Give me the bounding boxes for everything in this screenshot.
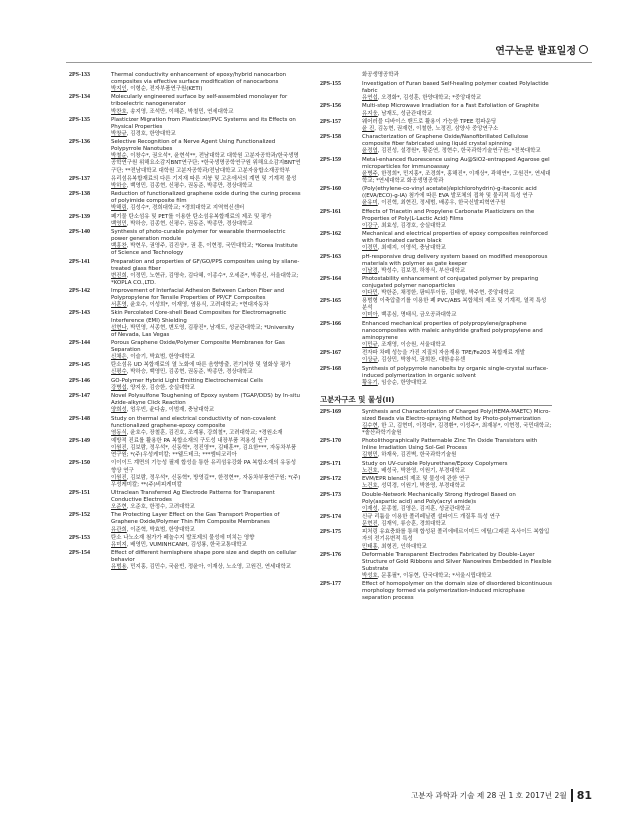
entry-title: 용범형 이축압출기를 이용한 폐 PVC/ABS 복합체의 제조 및 기계적, 열적 특성 분석 xyxy=(362,298,547,312)
left-column xyxy=(69,72,301,573)
footer-divider xyxy=(571,789,573,802)
program-entry xyxy=(320,476,552,490)
entry-title: Molecularly engineered surface by self-assembled monolayer for triboelectric nanogenerator xyxy=(111,94,288,108)
entry-title: Metal-enhanced fluorescence using Au@SiO2-entrapped Agarose gel microparticles for immunoassay xyxy=(362,156,550,170)
coauthors-affiliation: , 민지홍, 김민수, 국윤빈, 정윤아, 이재상, 노소영, 고원건, 연세대학교 xyxy=(126,564,291,571)
right-column xyxy=(320,72,552,604)
coauthors-affiliation: , 박민영, 서종현, 변도영, 김광진*, 남재도, 성균관대학교; *University of Nevada, Las Vegas xyxy=(111,324,295,338)
coauthors-affiliation: , 오준호, 한정수, 고려대학교 xyxy=(126,504,195,511)
entry-code: 2PS-150 xyxy=(69,460,90,467)
entry-title: Effect of homopolymer on the domain size of disordered bicontinuous morphology formed via polymerization-induced microphase separation process xyxy=(362,581,552,602)
program-entry xyxy=(69,176,301,190)
program-entry xyxy=(69,259,301,287)
entry-code: 2PS-169 xyxy=(320,408,341,415)
program-entry xyxy=(320,492,552,513)
entry-authors xyxy=(111,205,301,212)
entry-authors xyxy=(362,380,552,387)
entry-code: 2PS-133 xyxy=(69,72,90,78)
entry-code: 2PS-143 xyxy=(69,310,90,317)
entry-authors xyxy=(111,183,301,190)
presenter-name: 서훈영 xyxy=(111,302,127,309)
coauthors-affiliation: , 박현우, 권영주, 김진상*, 권 훈, 이현정, 국민대학교; *Korea Institute of Science and Technology xyxy=(111,243,298,257)
entry-title: 신규 리튬을 이용한 폴리페닐렌 설파이드 개질후 특성 연구 xyxy=(362,514,501,521)
coauthors-affiliation: , 양지웅, 김승한, 숭실대학교 xyxy=(126,384,195,391)
coauthors-affiliation: , 최예지, 이영석, 충남대학교 xyxy=(377,245,446,252)
entry-code: 2PS-163 xyxy=(320,253,341,260)
coauthors-affiliation: , 김경호, 한양대학교 xyxy=(126,130,176,137)
coauthors-affiliation: , 하재욱, 김진벽, 한국과학기술원 xyxy=(377,452,457,459)
entry-title: Double-Network Mechanically Strong Hydrogel Based on Poly(aspartic acid) and Poly(acryl amide)s xyxy=(362,491,516,505)
program-entry xyxy=(69,438,301,459)
entry-authors xyxy=(111,243,301,257)
presenter-name: 김수현 xyxy=(362,422,378,429)
presenter-name: 노건호 xyxy=(362,467,378,474)
presenter-name: 양희성 xyxy=(111,407,127,414)
presenter-name: 윤병주 xyxy=(362,170,378,177)
entry-title: 폐기물 탄소섬유 및 PET를 이용한 탄소섬유복합재료의 제조 및 평가 xyxy=(111,213,272,220)
program-entry xyxy=(320,350,552,364)
program-entry xyxy=(320,81,552,102)
presenter-name: 이재성 xyxy=(362,505,378,512)
coauthors-affiliation: , 김농현, 권재련, 이철한, 노정진, 삼양사 중앙연구소 xyxy=(374,125,499,132)
entry-title: Mechanical and electrical properties of epoxy composites reinforced with fluorinated carbon black xyxy=(362,231,548,245)
program-entry xyxy=(69,229,301,257)
entry-code: 2PS-134 xyxy=(69,94,90,101)
entry-code: 2PS-173 xyxy=(320,491,341,498)
entry-title: Study on UV-curable Polyurethane/Epoxy Copolymers xyxy=(362,460,508,467)
entry-authors xyxy=(111,273,301,287)
presenter-name: 박하승 xyxy=(111,182,127,189)
program-entry xyxy=(320,514,552,528)
entry-title: Porous Graphene Oxide/Polymer Composite Membranes for Gas Separation xyxy=(111,339,285,353)
entry-authors xyxy=(362,223,552,230)
entry-title: Preparation and properties of GF/GO/PPS composites using by silane-treated glass fiber xyxy=(111,258,300,272)
program-entry xyxy=(69,490,301,511)
presenter-name: 오준현 xyxy=(111,504,127,511)
entry-authors xyxy=(362,95,552,102)
presenter-name: 변진희 xyxy=(111,272,127,279)
entry-code: 2PS-146 xyxy=(69,377,90,384)
program-entry xyxy=(320,581,552,602)
entry-authors xyxy=(111,407,301,414)
entry-title: pH-responsive drug delivery system based on modified mesoporous materials with polymer as gate keeper xyxy=(362,253,548,267)
coauthors-affiliation: , 문종철, 김영은, 김지훈, 성균관대학교 xyxy=(377,505,471,512)
coauthors-affiliation: , 김보람, 정우석*, 신동혁*, 방영길**, 한정현**, 자동차부품연구원; *(주)우성케미칼; **(주)비피케미칼 xyxy=(111,474,301,488)
header-title xyxy=(495,42,588,57)
presenter-name: 윤정엽 xyxy=(362,148,378,155)
entry-title: Synthesis of polypyrrole nanobelts by organic single-crystal surface-induced polymerization in organic solvent xyxy=(362,365,549,379)
program-entry xyxy=(320,298,552,319)
coauthors-affiliation: , 배영민, VUMINHCANH, 김성룡, 한국교통대학교 xyxy=(126,541,247,548)
presenter-name: 이민규 xyxy=(362,341,378,348)
entry-code: 2PS-167 xyxy=(320,350,341,357)
entry-code: 2PS-171 xyxy=(320,460,341,467)
entry-title: Photolithographically Patternable Zinc Tin Oxide Transistors with Inline Irradiation Using Sol-Gel Process xyxy=(362,438,538,452)
entry-authors xyxy=(362,357,552,364)
program-entry xyxy=(69,310,301,338)
entry-authors xyxy=(362,573,552,580)
circle-icon xyxy=(579,45,588,54)
coauthors-affiliation: , 최효성, 김경호, 숭실대학교 xyxy=(377,222,446,229)
coauthors-affiliation: , 송지영, 조석만, 이해준, 박철민, 연세대학교 xyxy=(126,108,234,115)
entry-authors xyxy=(362,268,552,275)
entry-authors xyxy=(111,430,301,437)
entry-code: 2PS-164 xyxy=(320,275,341,282)
coauthors-affiliation: , 한정희*, 민지홍*, 조경희*, 홍해진*, 이재상*, 곽해연*, 고원건*, 연세대학교; *연세대학교 화공생명공학과 xyxy=(362,170,551,184)
entry-authors xyxy=(362,521,552,528)
entry-code: 2PS-175 xyxy=(320,529,341,536)
entry-authors xyxy=(111,445,301,459)
entry-title: Improvement of Interfacial Adhesion Between Carbon Fiber and Polypropylene for Tensile Properties of PP/CF Composites xyxy=(111,288,285,302)
program-entry xyxy=(69,535,301,549)
program-entry xyxy=(69,460,301,488)
presenter-name: 김형민 xyxy=(362,452,378,459)
entry-code: 2PS-152 xyxy=(69,512,90,519)
presenter-name: 이원진 xyxy=(111,445,127,452)
entry-title: Enhanced mechanical properties of polypropylene/graphene nanocomposites with maleic anhydride grafted polypropylene and aminopyrene xyxy=(362,320,543,341)
entry-code: 2PS-158 xyxy=(320,134,341,141)
coauthors-affiliation: , 성덕경, 이원기, 박찬영, 부경대학교 xyxy=(377,483,466,490)
entry-authors xyxy=(111,109,301,116)
program-entry xyxy=(320,186,552,207)
entry-code: 2PS-157 xyxy=(320,118,341,125)
entry-code: 2PS-162 xyxy=(320,231,341,238)
page-number: 81 xyxy=(576,789,592,802)
section2-entry-list xyxy=(320,409,552,603)
presenter-name: 이미아 xyxy=(362,312,378,319)
entry-title: (Poly(ethylene-co-vinyl acetate)/epichlorohydrin)-g-itaconic acid ((EVA/ECO)-g-IA) 첨가에 따른 EVA 발포체의 접착 및 물리적 특성 연구 xyxy=(362,186,537,200)
entry-code: 2PS-144 xyxy=(69,339,90,346)
coauthors-affiliation: , 김성수*, 경희대학교; *경희대학교 지역혁신센터 xyxy=(126,205,245,212)
presenter-name: 유지웅 xyxy=(362,110,378,117)
entry-authors xyxy=(111,385,301,392)
entry-title: Investigation of Furan based Self-healing polymer coated Polylactide fabric xyxy=(362,81,549,95)
presenter-name: 백영민 xyxy=(111,220,127,227)
coauthors-affiliation: , 이정민, 노현규, 김명숙, 김다혜, 이종수*, 오세준*, 박종신, 서울대학교; *KOPLA CO.,LTD. xyxy=(111,272,299,286)
presenter-name: 염동식 xyxy=(111,429,127,436)
journal-info: 고분자 과학과 기술 제 28 권 1 호 2017년 2월 xyxy=(410,791,567,800)
entry-code: 2PS-141 xyxy=(69,258,90,265)
entry-title: 유리섬유복합재료의 다른 기지재 따른 지붕 및 고온에서의 계면 및 기계적 물성 xyxy=(111,175,297,182)
entry-code: 2PS-149 xyxy=(69,438,90,445)
entry-authors xyxy=(362,452,552,459)
coauthors-affiliation: , 한 고, 김현미, 이정대*, 김경환*, 이성주*, 최재봉*, 이현정, 국민대학교; *솔산과학기술원 xyxy=(362,422,552,437)
entry-title: GO-Polymer Hybrid Light Emitting Electrochemical Cells xyxy=(111,377,263,384)
header-rule xyxy=(66,62,592,63)
program-entry xyxy=(320,461,552,475)
section-header: 고분자구조 및 물성(II) xyxy=(320,396,552,406)
program-entry xyxy=(320,366,552,387)
entry-authors xyxy=(111,221,301,228)
coauthors-affiliation: , 백종심, 명태식, 금오공과대학교 xyxy=(377,312,457,319)
header-title-text: 연구논문 발표일정 xyxy=(495,46,576,57)
program-entry xyxy=(69,94,301,115)
right-entry-list xyxy=(320,81,552,387)
presenter-name: 이강구 xyxy=(362,222,378,229)
entry-authors xyxy=(111,354,301,361)
coauthors-affiliation: , 이창수*, 권오석*, 윤현석**, 전남대학교 대학원 고분자공학과/한국생명공학연구원 위해요소감지BNT연구단; *한국생명공학연구원 위해요소감지BNT연구단; **전남대학교 대학원 고분자공학과/전남대학교 고분자융합소재공학부 xyxy=(111,153,301,174)
program-entry xyxy=(320,321,552,349)
presenter-name: 이원진 xyxy=(111,474,127,481)
coauthors-affiliation: , 조재영, 이승원, 서울대학교 xyxy=(377,341,446,348)
entry-title: Study on thermal and electrical conductivity of non-covalent functionalized graphene-epoxy composite xyxy=(111,415,276,429)
entry-code: 2PS-139 xyxy=(69,213,90,220)
presenter-name: 신채은 xyxy=(111,354,127,361)
entry-code: 2PS-142 xyxy=(69,288,90,295)
entry-authors xyxy=(111,504,301,511)
entry-title: Synthesis of photo-curable polymer for wearable thermoelectric power generation module xyxy=(111,229,286,243)
entry-code: 2PS-140 xyxy=(69,229,90,236)
presenter-name: 박해림 xyxy=(111,205,127,212)
presenter-name: 황유기 xyxy=(362,379,378,386)
coauthors-affiliation: , 김보람, 정우석*, 신동혁*, 정진영**, 김태훈**, 김요한***, 자동차부품연구원; *(주)우성케미칼; **웰드테크; ***엠티코리아 xyxy=(111,445,297,459)
entry-title: 이이이드 계면의 기능성 필제 합성을 통한 유리섬유강화 PA 복합소재의 유동성 향상 연구 xyxy=(111,460,297,474)
entry-code: 2PS-147 xyxy=(69,393,90,400)
presenter-name: 강병섭 xyxy=(111,384,127,391)
coauthors-affiliation: , 윤호수, 장철훈, 김진호, 조계룡, 강희철*, 고려대학교; *경원소재 xyxy=(126,429,283,436)
program-entry xyxy=(69,362,301,376)
entry-title: 피처링 유효충화를 통해 합성된 폴리에테르이미드 에틸/그래핀 옥사이드 복합입자의 전기유변적 특성 xyxy=(362,529,550,543)
program-entry xyxy=(69,512,301,533)
presenter-name: 문현진 xyxy=(362,521,378,528)
program-entry xyxy=(320,231,552,252)
entry-title: Ultraclean Transferred Ag Electrode Patterns for Transparent Conductive Electrodes xyxy=(111,489,275,504)
entry-title: Thermal conductivity enhancement of epoxy/hybrid nanocarbon composites via effective surface modification of nanocarbons xyxy=(111,72,287,86)
entry-code: 2PS-148 xyxy=(69,415,90,422)
entry-code: 2PS-160 xyxy=(320,186,341,193)
coauthors-affiliation: , 엄우빈, 윤다솜, 이범재, 충남대학교 xyxy=(126,407,215,414)
entry-title: 전자파 차폐 성능을 가진 지질의 자음재용 TPE/Fe203 복합재료 개발 xyxy=(362,350,526,357)
coauthors-affiliation: , 문홍필*, 이동현, 단국대학교; *서울시립대학교 xyxy=(377,572,492,579)
entry-code: 2PS-170 xyxy=(320,438,341,445)
entry-code: 2PS-166 xyxy=(320,320,341,327)
program-entry xyxy=(69,393,301,414)
coauthors-affiliation: , 최형진, 인하대학교 xyxy=(377,543,427,550)
coauthors-affiliation: , 이슬기, 박효범, 한양대학교 xyxy=(126,354,195,361)
coauthors-affiliation: , 이진혁, 최현진, 정세범, 배종우, 한국신발피혁연구원 xyxy=(377,200,506,207)
entry-title: Plasticizer Migration from Plasticizer/PVC Systems and its Effects on Physical Properties xyxy=(111,116,296,130)
entry-code: 2PS-161 xyxy=(320,208,341,215)
program-entry xyxy=(69,139,301,174)
entry-authors xyxy=(362,245,552,252)
entry-code: 2PS-145 xyxy=(69,362,90,369)
entry-authors xyxy=(362,312,552,319)
presenter-name: 박지인 xyxy=(111,86,127,93)
presenter-name: 신평수 xyxy=(111,369,127,376)
presenter-name: 민태홍 xyxy=(362,543,378,550)
coauthors-affiliation: , 박하승, 백영민, 김종현, 권동준, 박종만, 경상대학교 xyxy=(126,369,253,376)
coauthors-affiliation: , 배성국, 박찬영, 이원기, 부경대학교 xyxy=(377,467,466,474)
entry-title: EVM/EPR blend의 제조 및 물성에 관한 연구 xyxy=(362,476,470,483)
entry-title: Synthesis and Characterization of Charged Poly(HEMA-MAETC) Micro-sized Beads via Electro-spraying Method by Photo-polymerization xyxy=(362,408,551,422)
presenter-name: 이남경 xyxy=(362,267,378,274)
entry-authors xyxy=(111,475,301,489)
entry-authors xyxy=(362,468,552,475)
entry-title: Multi-step Microwave Irradiation for a Fast Exfoliation of Graphite xyxy=(362,103,540,110)
entry-authors xyxy=(362,171,552,185)
entry-title: 탄소섬유 UD 복합재료의 열 노화에 따른 음향방출, 전기저항 및 열화상 평가 xyxy=(111,362,291,369)
program-entry xyxy=(69,340,301,361)
entry-code: 2PS-165 xyxy=(320,298,341,305)
entry-authors xyxy=(111,302,301,309)
entry-title: The Protecting Layer Effect on the Gas Transport Properties of Graphene Oxide/Polymer Thin Film Composite Membranes xyxy=(111,512,280,526)
entry-code: 2PS-137 xyxy=(69,175,90,182)
entry-code: 2PS-176 xyxy=(320,551,341,558)
program-entry xyxy=(320,254,552,275)
entry-code: 2PS-156 xyxy=(320,103,341,110)
coauthors-affiliation: , 김상민, 박창석, 권희찬, 대한송유센 xyxy=(377,357,466,364)
coauthors-affiliation: , 윤호수, 이성희*, 이재영, 염용식, 고려대학교; *현대자동차 xyxy=(126,302,269,309)
entry-authors xyxy=(111,542,301,549)
entry-authors xyxy=(111,564,301,571)
program-entry xyxy=(69,550,301,571)
entry-authors xyxy=(362,342,552,349)
entry-authors xyxy=(362,506,552,513)
presenter-name: 윤유미 xyxy=(362,200,378,207)
program-entry xyxy=(320,134,552,155)
entry-code: 2PS-172 xyxy=(320,476,341,483)
presenter-name: 유관희 xyxy=(111,526,127,533)
coauthors-affiliation: , 박성수, 김보경, 하창식, 부산대학교 xyxy=(377,267,466,274)
entry-authors xyxy=(111,527,301,534)
entry-title: Characterization of Graphene Oxide/Nanofibrillated Cellulose composite fiber fabricated using liquid crystal spinning xyxy=(362,134,529,148)
presenter-name: 박창규 xyxy=(111,130,127,137)
program-entry xyxy=(69,288,301,309)
entry-code: 2PS-168 xyxy=(320,365,341,372)
entry-authors xyxy=(362,544,552,551)
entry-code: 2PS-151 xyxy=(69,489,90,496)
presenter-name: 백흥찬 xyxy=(111,243,127,250)
program-entry xyxy=(320,276,552,297)
entry-code: 2PS-153 xyxy=(69,534,90,541)
entry-authors xyxy=(111,369,301,376)
entry-code: 2PS-135 xyxy=(69,116,90,123)
presenter-name: 유연섭 xyxy=(362,95,378,102)
program-entry xyxy=(320,529,552,550)
coauthors-affiliation: , 백영민, 김종현, 신평수, 권동준, 박종만, 경상대학교 xyxy=(126,182,253,189)
entry-title: 예방적 진료를 활용한 PA 복합소재의 구도성 내장부품 적용성 연구 xyxy=(111,438,269,445)
entry-authors xyxy=(362,111,552,118)
footer xyxy=(411,789,592,802)
program-entry xyxy=(69,117,301,138)
coauthors-affiliation: , 이준혁, 박효범, 한양대학교 xyxy=(126,526,195,533)
program-entry xyxy=(69,416,301,437)
coauthors-affiliation: , 오경화*, 김성훈, 한양대학교; *중앙대학교 xyxy=(377,95,482,102)
entry-title: 웨어러블 디바이스 밴드로 활용이 가능한 TPEE 컴파운딩 xyxy=(362,118,497,125)
entry-authors xyxy=(362,200,552,207)
entry-title: Novel Polysulfone Toughening of Epoxy system (TGAP/DDS) by In-situ Azide-alkyne Click Reaction xyxy=(111,393,300,407)
presenter-name: 박찬호 xyxy=(111,108,127,115)
coauthors-affiliation: , 김진성, 설경원*, 황준연, 정현수, 한국과학기술연구원; *전북대학교 xyxy=(377,148,541,155)
entry-code: 2PS-138 xyxy=(69,191,90,198)
program-entry xyxy=(69,191,301,212)
continuation-text: 화공생명공학과 xyxy=(362,72,399,78)
entry-title: Deformable Transparent Electrodes Fabricated by Double-Layer Structure of Gold Ribbons and Silver Nanowires Embedded in Flexible Substrate xyxy=(362,551,552,572)
program-entry xyxy=(320,552,552,580)
presenter-name: 선현나 xyxy=(111,324,127,331)
entry-code: 2PS-154 xyxy=(69,550,90,557)
entry-title: Photostability enhancement of conjugated polymer by preparing conjugated polymer nanoparticles xyxy=(362,275,539,289)
entry-title: 탄소 나노소재 첨가가 페놀수지 발포제의 물성에 미치는 영향 xyxy=(111,534,255,541)
program-entry xyxy=(320,103,552,117)
entry-authors xyxy=(111,153,301,174)
coauthors-affiliation: , 임승순, 한양대학교 xyxy=(377,379,427,386)
entry-code: 2PS-177 xyxy=(320,581,341,588)
entry-code: 2PS-159 xyxy=(320,156,341,163)
entry-authors xyxy=(362,483,552,490)
entry-title: Effects of Triacetin and Propylene Carbonate Plasticizers on the Properties of Poly(L-Lactic Acid) Films xyxy=(362,208,535,222)
entry-authors xyxy=(111,325,301,339)
coauthors-affiliation: , 남재도, 성균관대학교 xyxy=(377,110,432,117)
entry-code: 2PS-136 xyxy=(69,139,90,146)
entry-title: Effect of different hemisphere shape pore size and depth on cellular behavior xyxy=(111,550,297,564)
entry-title: Reduction of functionalized graphene oxide during the curing process of polyimide composite film xyxy=(111,191,301,205)
entry-code: 2PS-155 xyxy=(320,81,341,88)
program-entry xyxy=(320,409,552,437)
presenter-name: 노건호 xyxy=(362,483,378,490)
presenter-name: 이다민 xyxy=(362,290,378,297)
entry-authors xyxy=(362,290,552,297)
entry-authors xyxy=(111,131,301,138)
presenter-name: 이경민 xyxy=(362,245,378,252)
coauthors-affiliation: , 김재익, 류승훈, 경희대학교 xyxy=(377,521,446,528)
presenter-name: 유미지 xyxy=(111,541,127,548)
entry-authors xyxy=(362,126,552,133)
program-entry xyxy=(69,214,301,228)
program-entry xyxy=(320,209,552,230)
program-entry xyxy=(69,378,301,392)
entry-code: 2PS-174 xyxy=(320,514,341,521)
program-entry xyxy=(69,72,301,93)
entry-authors xyxy=(362,423,552,437)
program-entry xyxy=(320,157,552,185)
program-entry xyxy=(320,438,552,459)
presenter-name: 이상규 xyxy=(362,357,378,364)
presenter-name: 윤 진 xyxy=(362,125,375,132)
entry-authors xyxy=(362,148,552,155)
program-entry xyxy=(320,119,552,133)
entry-authors xyxy=(111,86,301,93)
coauthors-affiliation: , 이형순, 전자부품연구원(KETI) xyxy=(126,86,203,93)
entry-title: Skin Percolated Core-shell Bead Composites for Electromagnetic Interference (EMI) Shielding xyxy=(111,310,287,324)
presenter-name: 박철순 xyxy=(111,153,127,160)
coauthors-affiliation: , 박한준, 채정한, 팜티투이듬, 김태형, 박주현, 중앙대학교 xyxy=(377,290,515,297)
presenter-name: 박성호 xyxy=(362,572,378,579)
entry-title: Selective Recognition of a Nerve Agent Using Functionalized Polypyrrole Nanotubes xyxy=(111,139,276,153)
presenter-name: 유범용 xyxy=(111,564,127,571)
coauthors-affiliation: , 박하승, 김종현, 신평수, 권동준, 박종만, 경상대학교 xyxy=(126,220,253,227)
